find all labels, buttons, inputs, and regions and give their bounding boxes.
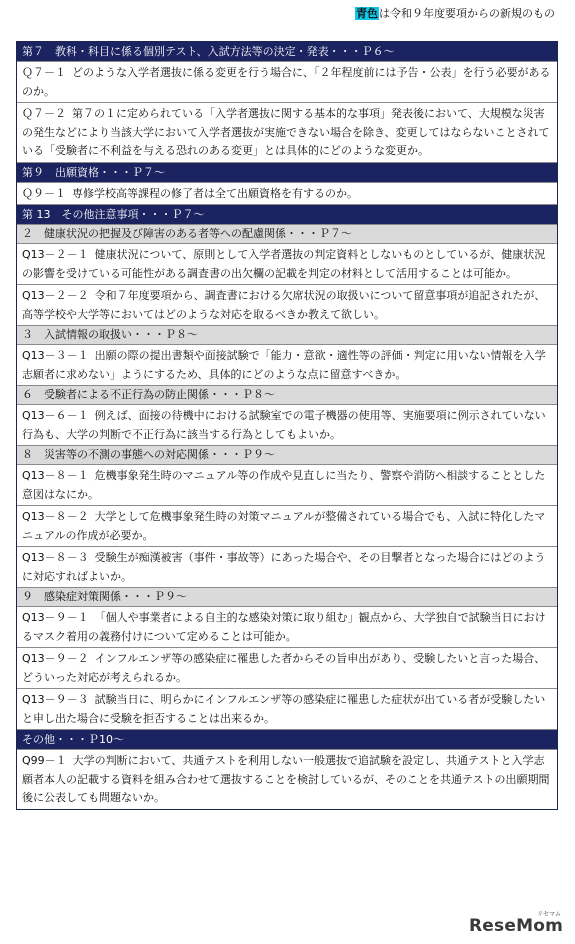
question-row [17, 750, 557, 809]
question-text: 専修学校高等課程の修了者は全て出願資格を有するのか。 [72, 186, 358, 200]
subsection-header [17, 386, 557, 405]
section-header-text: 第７ 教科・科目に係る個別テスト、入試方法等の決定・発表・・・Ｐ６～ [22, 45, 395, 58]
question-number: Q13－８－１ [22, 469, 89, 482]
subsection-header-text: ２ 健康状況の把握及び障害のある者等への配慮関係・・・Ｐ７～ [22, 227, 352, 240]
question-number: Ｑ９－１ [22, 186, 66, 200]
question-text: 令和７年度要項から、調査書における欠席状況の取扱いについて留意事項が追記されたが、高等学校や大学等においてはどのような対応を取るべきか教えて欲しい。 [22, 289, 546, 321]
question-text: 試験当日に、明らかにインフルエンザ等の感染症に罹患した症状が出ている者が受験したいと申し出た場合に受験を拒否することは出来るか。 [22, 693, 546, 725]
question-number: Q13－２－１ [22, 248, 89, 261]
question-number: Q13－９－２ [22, 652, 89, 665]
logo-brand: ReseMom [469, 916, 563, 936]
subsection-header-text: ３ 入試情報の取扱い・・・Ｐ８～ [22, 328, 198, 341]
question-row [17, 547, 557, 588]
question-number: Q13－９－３ [22, 693, 89, 706]
subsection-header-text: ６ 受験者による不正行為の防止関係・・・Ｐ８～ [22, 388, 275, 401]
question-number: Q13－８－２ [22, 510, 89, 523]
question-text: 健康状況について、原則として入学者選抜の判定資料としないものとしているが、健康状況の影響を受けている可能性がある調査書の出欠欄の記載を判定の材料として活用することは可能か。 [22, 248, 546, 280]
question-text: 受験生が痴漢被害（事件・事故等）にあった場合や、その目撃者となった場合にはどのように対応すればよいか。 [22, 551, 546, 583]
section-header-text: 第 13 その他注意事項・・・Ｐ７～ [22, 208, 205, 221]
question-row [17, 183, 557, 206]
question-number: Q13－６－１ [22, 409, 89, 422]
legend [355, 7, 555, 21]
qa-table [16, 41, 558, 810]
question-text: 出願の際の提出書類や面接試験で「能力・意欲・適性等の評価・判定に用いない情報を入学志願者に求めない」ようにするため、具体的にどのような点に留意すべきか。 [22, 349, 546, 381]
question-number: Q99－１ [22, 754, 67, 767]
question-text: 「個人や事業者による自主的な感染対策に取り組む」観点から、大学独自で試験当日におけるマスク着用の義務付けについて定めることは可能か。 [22, 611, 546, 643]
subsection-header-text: ８ 災害等の不測の事態への対応関係・・・Ｐ９～ [22, 448, 275, 461]
legend-highlight: 青色 [356, 7, 378, 20]
subsection-header [17, 446, 557, 465]
legend-text: は令和９年度要項からの新規のもの [379, 7, 555, 20]
question-text: 第７の１に定められている「入学者選抜に関する基本的な事項」発表後において、大規模な災害の発生などにより当該大学において入学者選抜が実施できない場合を除き、変更してはならないことされている「受験者に不利益を与える恐れのある変更」とは具体的にどのような変更か。 [22, 107, 550, 157]
subsection-header [17, 225, 557, 244]
question-number: Q13－２－２ [22, 289, 89, 302]
question-row [17, 103, 557, 163]
question-row [17, 62, 557, 103]
question-text: インフルエンザ等の感染症に罹患した者からその旨申出があり、受験したいと言った場合、どういった対応が考えられるか。 [22, 652, 546, 684]
question-number: Ｑ７－１ [22, 66, 66, 79]
subsection-header-text: ９ 感染症対策関係・・・Ｐ９～ [22, 590, 187, 603]
question-row [17, 405, 557, 446]
logo-kana: リセマム [537, 911, 561, 918]
question-text: 例えば、面接の待機中における試験室での電子機器の使用等、実施要項に例示されていない行為も、大学の判断で不正行為に該当する行為としてもよいか。 [22, 409, 546, 441]
question-row [17, 607, 557, 648]
section-header-text: その他・・・Ｐ10～ [22, 733, 124, 746]
section-header [17, 42, 557, 62]
question-row [17, 244, 557, 285]
question-row [17, 345, 557, 386]
question-text: どのような入学者選抜に係る変更を行う場合に、「２年程度前には予告・公表」を行う必要があるのか。 [22, 66, 551, 98]
question-row [17, 648, 557, 689]
question-text: 危機事象発生時のマニュアル等の作成や見直しに当たり、警察や消防へ相談することとした意図はなにか。 [22, 469, 546, 501]
question-row [17, 689, 557, 730]
resemom-logo [469, 911, 563, 936]
question-number: Q13－９－１ [22, 611, 89, 624]
question-number: Q13－８－３ [22, 551, 89, 564]
question-row [17, 285, 557, 326]
question-row [17, 506, 557, 547]
section-header [17, 163, 557, 183]
section-header-text: 第９ 出願資格・・・Ｐ７～ [22, 165, 165, 179]
section-header [17, 205, 557, 225]
subsection-header [17, 326, 557, 345]
question-number: Ｑ７－２ [22, 107, 66, 120]
question-text: 大学の判断において、共通テストを利用しない一般選抜で追試験を設定し、共通テストと入学志願者本人の記載する資料を組み合わせて選抜することを検討しているが、そのことを共通テストの出願期間後に公表しても問題ないか。 [22, 754, 550, 804]
question-number: Q13－３－１ [22, 349, 89, 362]
question-row [17, 465, 557, 506]
question-text: 大学として危機事象発生時の対策マニュアルが整備されている場合でも、入試に特化したマニュアルの作成が必要か。 [22, 510, 546, 542]
subsection-header [17, 588, 557, 607]
section-header [17, 730, 557, 750]
